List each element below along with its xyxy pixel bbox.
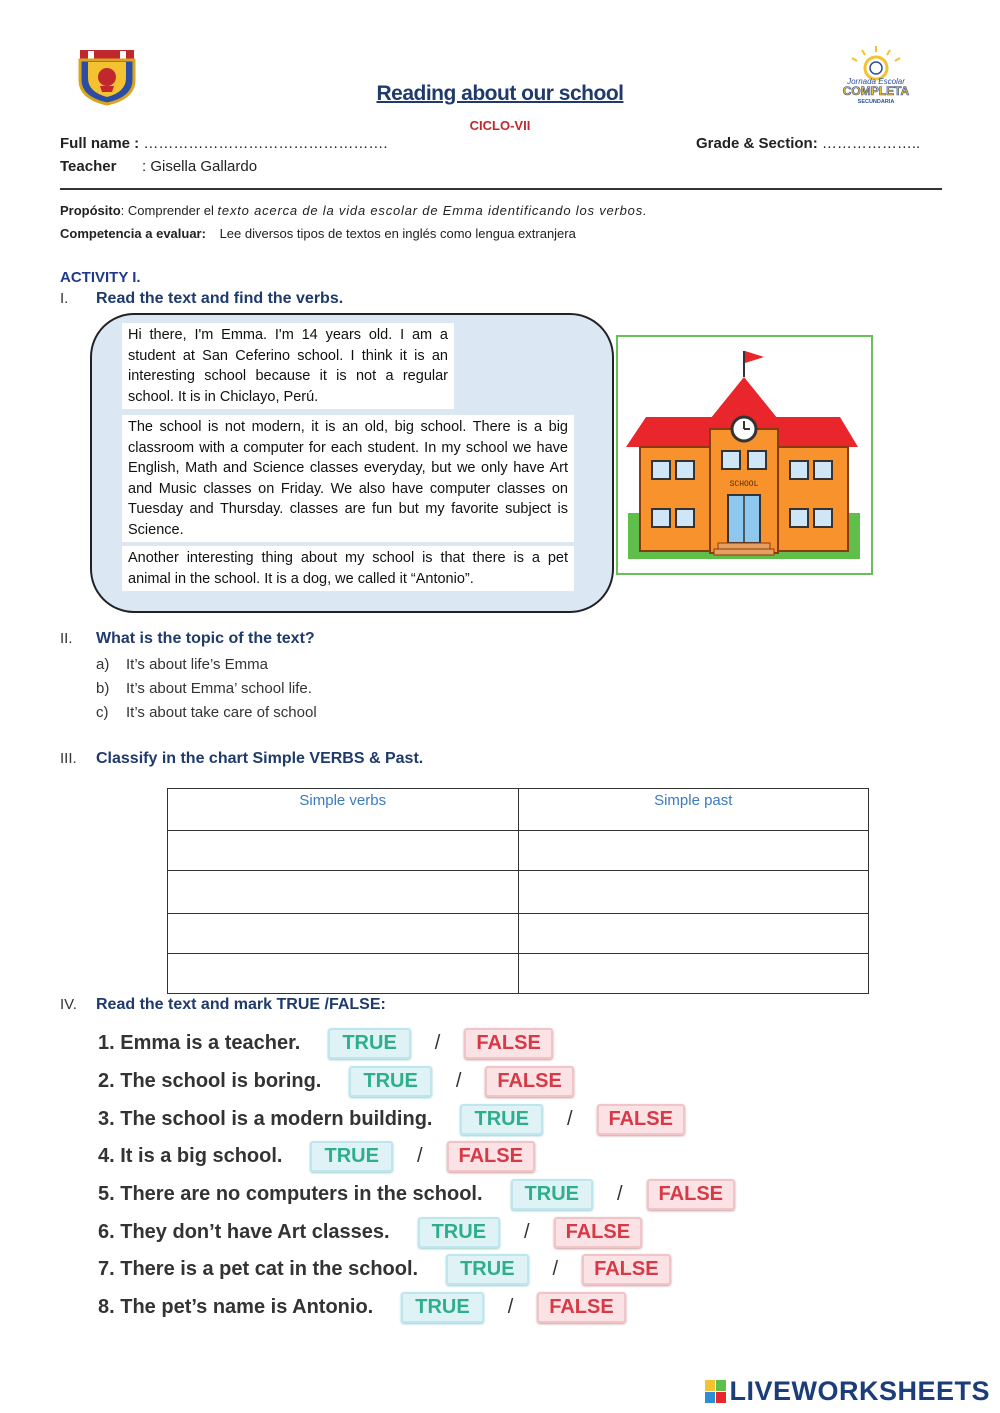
table-cell[interactable] xyxy=(168,954,519,994)
option-text: It’s about life’s Emma xyxy=(126,656,269,673)
separator-slash: / xyxy=(566,1107,573,1130)
table-cell[interactable] xyxy=(168,831,519,871)
proposito-intro: : Comprender el xyxy=(120,203,218,218)
reading-paragraph-3: Another interesting thing about my school is that there is a pet animal in the school. It is a dog, we called it “Antonio”. xyxy=(122,546,574,591)
section-4-question: Read the text and mark TRUE /FALSE: xyxy=(96,996,386,1013)
statement-row-7 xyxy=(98,1252,671,1286)
separator-slash: / xyxy=(434,1031,441,1054)
true-button[interactable]: TRUE xyxy=(349,1066,431,1097)
statement-row-2 xyxy=(98,1064,574,1098)
true-button[interactable]: TRUE xyxy=(446,1254,528,1285)
table-cell[interactable] xyxy=(518,831,869,871)
option-letter: b) xyxy=(96,680,110,697)
statement-text: 2. The school is boring. xyxy=(98,1069,322,1092)
table-cell[interactable] xyxy=(168,871,519,914)
proposito-label: Propósito xyxy=(60,203,121,218)
statement-text: 8. The pet’s name is Antonio. xyxy=(98,1295,374,1318)
svg-text:SECUNDARIA: SECUNDARIA xyxy=(857,99,895,105)
column-header-simple-verbs: Simple verbs xyxy=(168,789,519,831)
school-building-picture xyxy=(616,335,873,575)
option-text: It’s about Emma’ school life. xyxy=(126,680,312,697)
section-2-number: II. xyxy=(60,630,73,647)
table-header-row xyxy=(168,789,869,831)
section-3-number: III. xyxy=(60,750,77,767)
liveworksheets-logo-icon xyxy=(705,1380,726,1403)
statement-row-1 xyxy=(98,1026,553,1060)
statement-row-5 xyxy=(98,1177,735,1211)
true-button[interactable]: TRUE xyxy=(511,1179,593,1210)
reading-paragraph-1: Hi there, I'm Emma. I'm 14 years old. I am a student at San Ceferino school. I think it is an interesting school because it is not a regular school. It is in Chiclayo, Perú. xyxy=(122,323,454,409)
grade-section-blank[interactable]: ……………….. xyxy=(821,135,921,152)
competencia-label: Competencia a evaluar: xyxy=(60,226,206,241)
statement-text: 1. Emma is a teacher. xyxy=(98,1031,301,1054)
option-c[interactable] xyxy=(96,704,317,721)
separator-slash: / xyxy=(552,1257,559,1280)
option-text: It’s about take care of school xyxy=(126,704,317,721)
section-4-heading xyxy=(60,996,386,1014)
full-name-label: Full name : xyxy=(60,135,140,152)
separator-slash: / xyxy=(524,1220,530,1243)
proposito-line xyxy=(60,203,647,218)
false-button[interactable]: FALSE xyxy=(597,1104,685,1135)
section-2-heading xyxy=(60,630,315,648)
statement-row-3 xyxy=(98,1102,685,1136)
separator-slash: / xyxy=(455,1069,462,1092)
false-button[interactable]: FALSE xyxy=(537,1292,625,1323)
separator-slash: / xyxy=(416,1144,423,1167)
false-button[interactable]: FALSE xyxy=(464,1028,552,1059)
statement-text: 6. They don’t have Art classes. xyxy=(98,1220,390,1243)
true-button[interactable]: TRUE xyxy=(328,1028,410,1059)
statement-row-6 xyxy=(98,1215,642,1249)
separator-slash: / xyxy=(616,1182,623,1205)
false-button[interactable]: FALSE xyxy=(582,1254,670,1285)
section-1-heading xyxy=(60,290,343,308)
full-name-blank[interactable]: …………………………………………. xyxy=(143,135,388,152)
true-button[interactable]: TRUE xyxy=(310,1141,392,1172)
section-3-heading xyxy=(60,750,423,768)
proposito-text: texto acerca de la vida escolar de Emma identificando los verbos. xyxy=(217,203,648,218)
option-b[interactable] xyxy=(96,680,312,697)
true-button[interactable]: TRUE xyxy=(418,1217,500,1248)
statement-row-8 xyxy=(98,1290,626,1324)
section-1-number: I. xyxy=(60,290,69,307)
false-button[interactable]: FALSE xyxy=(554,1217,642,1248)
option-a[interactable] xyxy=(96,656,268,673)
false-button[interactable]: FALSE xyxy=(447,1141,535,1172)
false-button[interactable]: FALSE xyxy=(485,1066,573,1097)
table-cell[interactable] xyxy=(518,871,869,914)
statement-text: 3. The school is a modern building. xyxy=(98,1107,433,1130)
header-divider xyxy=(60,188,942,190)
option-letter: a) xyxy=(96,656,110,673)
option-letter: c) xyxy=(96,704,109,721)
full-name-line xyxy=(60,135,388,152)
table-row xyxy=(168,914,869,954)
table-cell[interactable] xyxy=(168,914,519,954)
teacher-label: Teacher xyxy=(60,158,117,175)
column-header-simple-past: Simple past xyxy=(518,789,869,831)
section-1-question: Read the text and find the verbs. xyxy=(96,290,344,307)
grade-section-label: Grade & Section: xyxy=(696,135,818,152)
section-4-number: IV. xyxy=(60,996,77,1013)
table-row xyxy=(168,954,869,994)
true-button[interactable]: TRUE xyxy=(401,1292,483,1323)
reading-paragraph-2: The school is not modern, it is an old, big school. There is a big classroom with a computer for each student. In my school we have English, Math and Science classes everyday, but we only have Art and Music classes on Friday. We also have computer classes on Tuesday and Thursday. classes are fun but my favorite subject is Science. xyxy=(122,415,574,542)
competencia-text: Lee diversos tipos de textos en inglés como lengua extranjera xyxy=(219,226,576,241)
statement-text: 7. There is a pet cat in the school. xyxy=(98,1257,419,1280)
page-subtitle: CICLO-VII xyxy=(469,118,531,133)
table-row xyxy=(168,871,869,914)
statement-text: 4. It is a big school. xyxy=(98,1144,283,1167)
separator-slash: / xyxy=(507,1295,514,1318)
brand-name: LIVEWORKSHEETS xyxy=(729,1376,990,1406)
table-cell[interactable] xyxy=(518,954,869,994)
section-2-question: What is the topic of the text? xyxy=(96,630,315,647)
reading-text-card xyxy=(90,313,614,613)
svg-text:Jornada Escolar: Jornada Escolar xyxy=(847,77,905,86)
teacher-name: : Gisella Gallardo xyxy=(142,158,258,175)
statement-text: 5. There are no computers in the school. xyxy=(98,1182,483,1205)
page-title: Reading about our school xyxy=(376,82,624,105)
competencia-line xyxy=(60,226,576,241)
liveworksheets-brand[interactable] xyxy=(705,1376,990,1407)
true-button[interactable]: TRUE xyxy=(460,1104,542,1135)
verbs-chart-table xyxy=(167,788,869,994)
table-cell[interactable] xyxy=(518,914,869,954)
section-3-question: Classify in the chart Simple VERBS & Past. xyxy=(96,750,424,767)
false-button[interactable]: FALSE xyxy=(647,1179,735,1210)
teacher-line xyxy=(60,158,257,175)
svg-text:COMPLETA: COMPLETA xyxy=(842,84,910,98)
activity-heading: ACTIVITY I. xyxy=(60,269,141,286)
statement-row-4 xyxy=(98,1139,535,1173)
grade-section-line xyxy=(696,135,920,152)
picture-school-sign: SCHOOL xyxy=(729,480,759,489)
table-row xyxy=(168,831,869,871)
